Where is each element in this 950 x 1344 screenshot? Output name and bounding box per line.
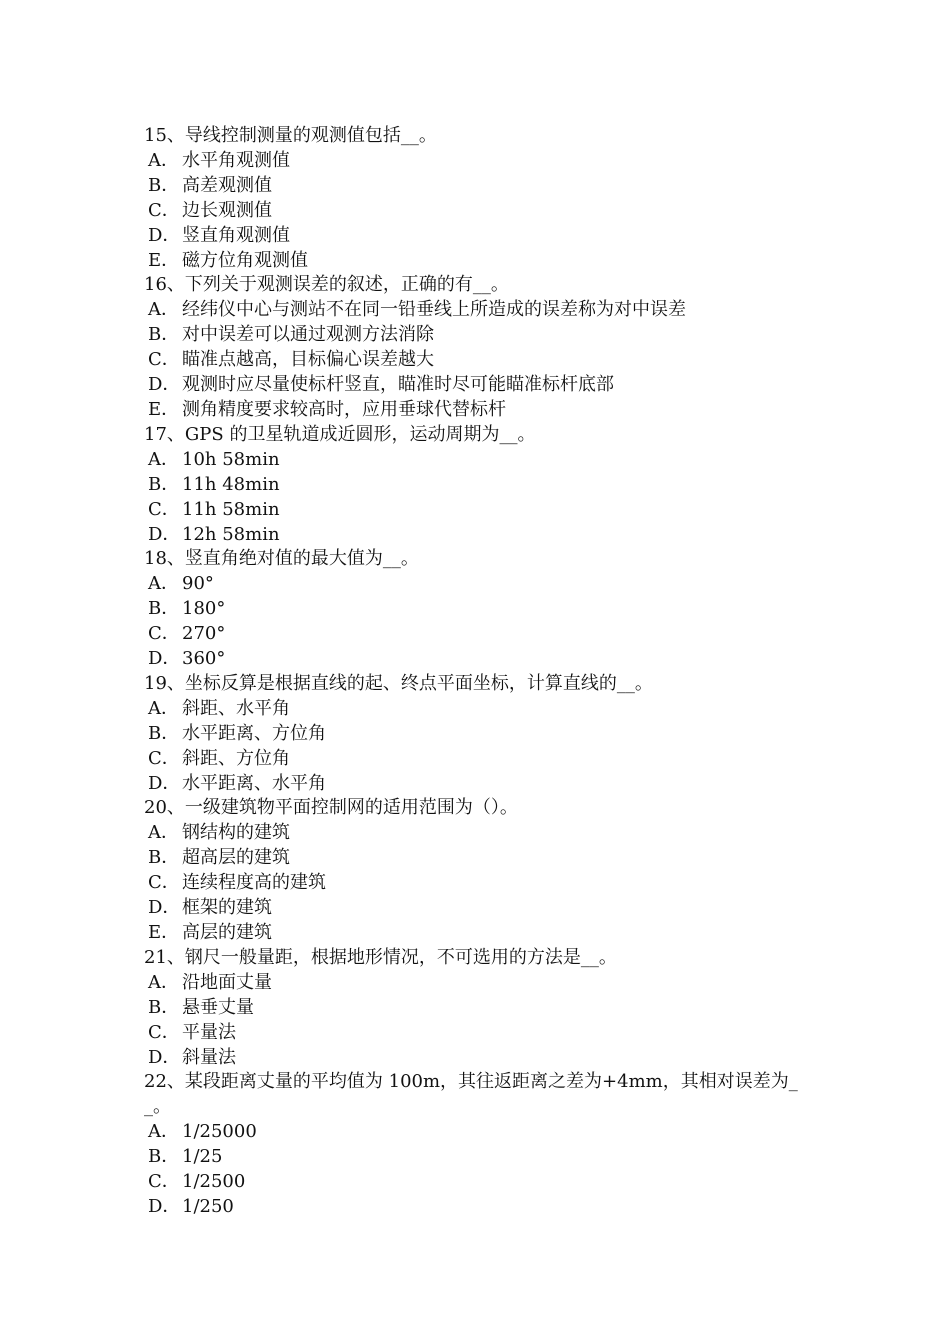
option-text: 竖直角观测值 bbox=[182, 224, 290, 246]
question-text: 22、某段距离丈量的平均值为 100m，其往返距离之差为+4mm，其相对误差为__。 bbox=[144, 1071, 798, 1118]
option-letter: A． bbox=[148, 573, 179, 595]
option-letter: B． bbox=[148, 722, 180, 744]
answer-option bbox=[144, 1145, 814, 1170]
answer-option bbox=[144, 821, 814, 846]
answer-option bbox=[144, 1120, 814, 1145]
question-list bbox=[144, 124, 814, 1220]
option-text: 11h 58min bbox=[182, 498, 280, 520]
option-letter: C． bbox=[148, 1171, 180, 1193]
option-text: 10h 58min bbox=[182, 448, 280, 470]
option-letter: A． bbox=[148, 1121, 179, 1143]
question-block bbox=[144, 423, 814, 548]
question-text: 15、导线控制测量的观测值包括__。 bbox=[144, 125, 437, 146]
answer-option bbox=[144, 249, 814, 274]
option-letter: E． bbox=[148, 398, 180, 420]
answer-option bbox=[144, 174, 814, 199]
option-text: 瞄准点越高，目标偏心误差越大 bbox=[182, 349, 434, 371]
option-letter: E． bbox=[148, 249, 180, 271]
answer-option bbox=[144, 224, 814, 249]
option-text: 高层的建筑 bbox=[182, 922, 272, 943]
answer-option bbox=[144, 1046, 814, 1071]
option-letter: C． bbox=[148, 1021, 180, 1043]
option-text: 1/2500 bbox=[182, 1171, 246, 1193]
answer-option bbox=[144, 772, 814, 797]
option-letter: B． bbox=[148, 996, 180, 1018]
answer-option bbox=[144, 1170, 814, 1195]
option-text: 斜距、方位角 bbox=[182, 747, 290, 769]
answer-option bbox=[144, 846, 814, 871]
question-block bbox=[144, 796, 814, 945]
option-text: 平量法 bbox=[182, 1021, 236, 1043]
option-letter: D． bbox=[148, 523, 181, 545]
option-text: 水平角观测值 bbox=[182, 149, 290, 171]
option-text: 360° bbox=[182, 648, 226, 670]
option-text: 钢结构的建筑 bbox=[182, 822, 290, 844]
answer-option bbox=[144, 697, 814, 722]
question-block bbox=[144, 124, 814, 273]
option-letter: B． bbox=[148, 598, 180, 620]
option-letter: D． bbox=[148, 772, 181, 794]
answer-option bbox=[144, 373, 814, 398]
answer-option bbox=[144, 622, 814, 647]
answer-option bbox=[144, 747, 814, 772]
answer-option bbox=[144, 1021, 814, 1046]
answer-option bbox=[144, 921, 814, 946]
question-text: 18、竖直角绝对值的最大值为__。 bbox=[144, 548, 419, 570]
option-text: 沿地面丈量 bbox=[182, 971, 272, 993]
option-letter: C． bbox=[148, 199, 180, 221]
question-block bbox=[144, 273, 814, 422]
answer-option bbox=[144, 323, 814, 348]
question-block bbox=[144, 547, 814, 672]
option-letter: A． bbox=[148, 448, 179, 470]
answer-option bbox=[144, 647, 814, 672]
answer-option bbox=[144, 971, 814, 996]
option-text: 悬垂丈量 bbox=[182, 996, 254, 1018]
option-text: 观测时应尽量使标杆竖直，瞄准时尽可能瞄准标杆底部 bbox=[182, 374, 614, 396]
answer-option bbox=[144, 199, 814, 224]
option-text: 测角精度要求较高时，应用垂球代替标杆 bbox=[182, 398, 506, 420]
answer-option bbox=[144, 1195, 814, 1220]
answer-option bbox=[144, 298, 814, 323]
option-text: 超高层的建筑 bbox=[182, 847, 290, 869]
option-text: 1/25 bbox=[182, 1146, 223, 1168]
option-text: 1/250 bbox=[182, 1195, 234, 1217]
option-letter: D． bbox=[148, 224, 181, 246]
option-letter: D． bbox=[148, 648, 181, 670]
option-letter: D． bbox=[148, 1195, 181, 1217]
question-text: 20、一级建筑物平面控制网的适用范围为（）。 bbox=[144, 797, 518, 819]
answer-option bbox=[144, 473, 814, 498]
question-block bbox=[144, 1070, 814, 1219]
option-text: 90° bbox=[182, 573, 214, 595]
option-letter: A． bbox=[148, 971, 179, 993]
option-text: 水平距离、水平角 bbox=[182, 772, 326, 794]
answer-option bbox=[144, 149, 814, 174]
option-text: 经纬仪中心与测站不在同一铅垂线上所造成的误差称为对中误差 bbox=[182, 299, 686, 321]
option-text: 斜量法 bbox=[182, 1046, 236, 1068]
answer-option bbox=[144, 597, 814, 622]
answer-option bbox=[144, 572, 814, 597]
option-text: 边长观测值 bbox=[182, 199, 272, 221]
option-letter: B． bbox=[148, 1146, 180, 1168]
option-letter: C． bbox=[148, 747, 180, 769]
option-text: 对中误差可以通过观测方法消除 bbox=[182, 324, 434, 346]
option-text: 12h 58min bbox=[182, 523, 280, 545]
option-letter: B． bbox=[148, 847, 180, 869]
option-text: 水平距离、方位角 bbox=[182, 722, 326, 744]
option-letter: C． bbox=[148, 349, 180, 371]
question-block bbox=[144, 946, 814, 1071]
option-text: 斜距、水平角 bbox=[182, 697, 290, 719]
option-letter: C． bbox=[148, 498, 180, 520]
answer-option bbox=[144, 348, 814, 373]
option-letter: E． bbox=[148, 922, 180, 943]
option-text: 180° bbox=[182, 598, 226, 620]
answer-option bbox=[144, 448, 814, 473]
option-text: 11h 48min bbox=[182, 473, 280, 495]
answer-option bbox=[144, 398, 814, 423]
option-text: 270° bbox=[182, 623, 226, 645]
answer-option bbox=[144, 871, 814, 896]
question-text: 17、GPS 的卫星轨道成近圆形，运动周期为__。 bbox=[144, 423, 536, 445]
option-letter: D． bbox=[148, 374, 181, 396]
answer-option bbox=[144, 498, 814, 523]
option-text: 磁方位角观测值 bbox=[182, 249, 308, 271]
option-letter: A． bbox=[148, 299, 179, 321]
option-letter: D． bbox=[148, 1046, 181, 1068]
option-letter: B． bbox=[148, 473, 180, 495]
answer-option bbox=[144, 896, 814, 921]
question-block bbox=[144, 672, 814, 797]
answer-option bbox=[144, 722, 814, 747]
option-text: 1/25000 bbox=[182, 1121, 257, 1143]
option-text: 高差观测值 bbox=[182, 174, 272, 196]
option-text: 连续程度高的建筑 bbox=[182, 872, 326, 894]
option-letter: A． bbox=[148, 822, 179, 844]
option-letter: B． bbox=[148, 174, 180, 196]
option-letter: D． bbox=[148, 897, 181, 919]
answer-option bbox=[144, 523, 814, 548]
answer-option bbox=[144, 996, 814, 1021]
option-text: 框架的建筑 bbox=[182, 897, 272, 919]
option-letter: A． bbox=[148, 697, 179, 719]
option-letter: C． bbox=[148, 872, 180, 894]
option-letter: C． bbox=[148, 623, 180, 645]
question-text: 21、钢尺一般量距，根据地形情况，不可选用的方法是__。 bbox=[144, 946, 617, 968]
option-letter: A． bbox=[148, 149, 179, 171]
question-text: 16、下列关于观测误差的叙述，正确的有__。 bbox=[144, 274, 509, 296]
option-letter: B． bbox=[148, 324, 180, 346]
question-text: 19、坐标反算是根据直线的起、终点平面坐标，计算直线的__。 bbox=[144, 672, 653, 694]
